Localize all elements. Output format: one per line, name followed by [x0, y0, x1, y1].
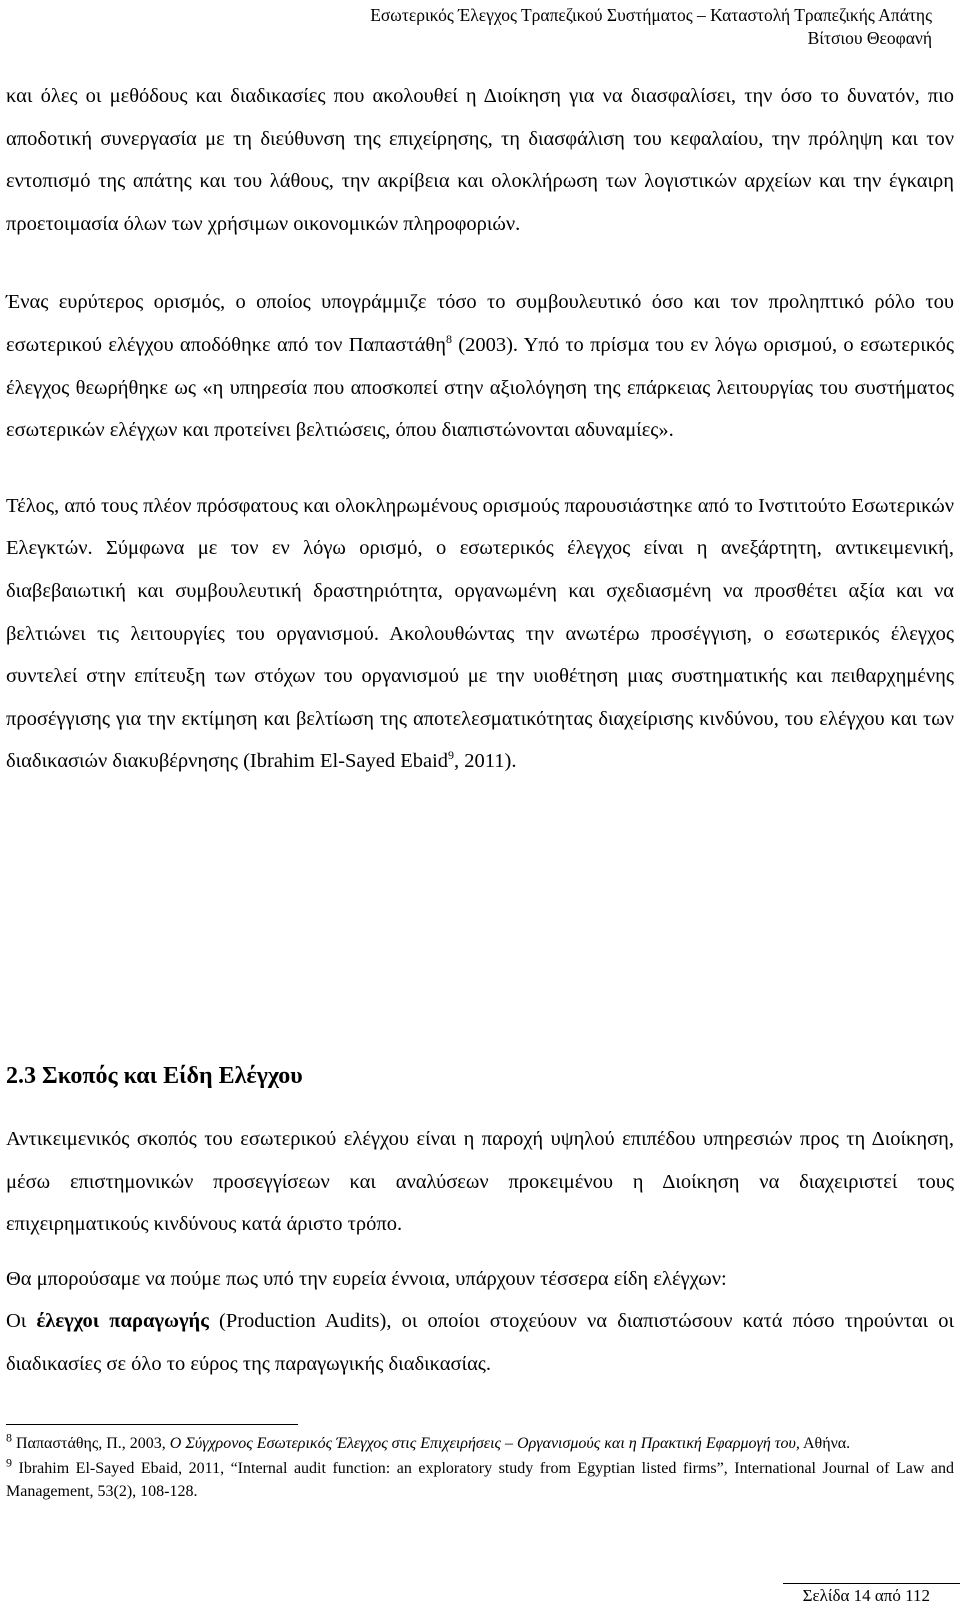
- bold-term: έλεγχοι παραγωγής: [36, 1310, 209, 1333]
- paragraph-text: (2003). Υπό το πρίσμα του εν λόγω ορισμού, ο εσωτερικός έλεγχος θεωρήθηκε ως «η υπηρεσία που αποσκοπεί στην αξιολόγηση της επάρκειας λειτουργίας του συστήματος εσωτερικών ελέγχων και προτείνει βελτιώσεις, όπου διαπιστώνονται αδυναμίες».: [6, 333, 954, 442]
- footnote-9: [6, 1457, 954, 1503]
- page-number-text: Σελίδα 14 από 112: [802, 1586, 930, 1605]
- paragraph: [6, 1300, 954, 1385]
- footnote-text: Αθήνα.: [799, 1435, 851, 1452]
- footnote-text: Ibrahim El-Sayed Ebaid, 2011, “Internal audit function: an exploratory study from Egyptian listed firms”, International Journal of Law and Management, 53(2), 108-128.: [6, 1460, 954, 1500]
- paragraph-text: , 2011).: [454, 750, 517, 773]
- footnotes: [6, 1432, 954, 1505]
- section-heading: 2.3 Σκοπός και Είδη Ελέγχου: [6, 1063, 303, 1089]
- paragraph: [6, 281, 954, 451]
- header-author: Βίτσιου Θεοφανή: [807, 28, 932, 48]
- paragraph: Θα μπορούσαμε να πούμε πως υπό την ευρεία έννοια, υπάρχουν τέσσερα είδη ελέγχων:: [6, 1267, 727, 1290]
- page-number: [803, 1586, 930, 1606]
- footer-rule: [783, 1583, 960, 1584]
- footnote-text: Παπαστάθης, Π., 2003,: [12, 1435, 170, 1452]
- body-text: [6, 75, 954, 783]
- paragraph: Αντικειμενικός σκοπός του εσωτερικού ελέγχου είναι η παροχή υψηλού επιπέδου υπηρεσιών προς τη Διοίκηση, μέσω επιστημονικών προσεγγίσεων και αναλύσεων προκειμένου η Διοίκηση να διαχειριστεί τους επιχειρηματικούς κινδύνους κατά άριστο τρόπο.: [6, 1128, 954, 1236]
- paragraph-text: Ένας ευρύτερος ορισμός, ο οποίος υπογράμμιζε τόσο το συμβουλευτικό όσο και τον προληπτικό ρόλο του εσωτερικού ελέγχου αποδόθηκε από τον Παπαστάθη: [6, 291, 954, 356]
- paragraph-text: Οι: [6, 1310, 37, 1333]
- footnote-ref: 8: [445, 332, 452, 347]
- footnote-title: Ο Σύγχρονος Εσωτερικός Έλεγχος στις Επιχειρήσεις – Οργανισμούς και η Πρακτική Εφαρμογή του,: [169, 1435, 800, 1452]
- paragraph: [6, 485, 954, 783]
- paragraph-text: (Production Audits), οι οποίοι στοχεύουν να διαπιστώσουν κατά πόσο τηρούνται οι διαδικασίες σε όλο το εύρος της παραγωγικής διαδικασίας.: [6, 1310, 954, 1375]
- footnote-8: [6, 1432, 954, 1455]
- section-body: [6, 1118, 954, 1386]
- footnote-number: 9: [6, 1455, 12, 1470]
- paragraph-text: Τέλος, από τους πλέον πρόσφατους και ολοκληρωμένους ορισμούς παρουσιάστηκε από το Ινστιτούτο Εσωτερικών Ελεγκτών. Σύμφωνα με τον εν λόγω ορισμό, ο εσωτερικός έλεγχος είναι η ανεξάρτητη, αντικειμενική, διαβεβαιωτική και συμβουλευτική δραστηριότητα, οργανωμένη και σχεδιασμένη να προσθέτει αξία και να βελτιώνει τις λειτουργίες του οργανισμού. Ακολουθώντας την ανωτέρω προσέγγιση, ο εσωτερικός έλεγχος συντελεί στην επίτευξη των στόχων του οργανισμού με την υιοθέτηση μιας συστηματικής και πειθαρχημένης προσέγγισης για την εκτίμηση και βελτίωση της αποτελεσματικότητας διαχείρισης κινδύνου, του ελέγχου και των διαδικασιών διακυβέρνησης (Ibrahim El-Sayed Ebaid: [6, 494, 954, 773]
- footnote-separator: [6, 1424, 298, 1425]
- footnote-number: 8: [6, 1430, 12, 1445]
- footnote-ref: 9: [448, 748, 455, 763]
- header-title: Εσωτερικός Έλεγχος Τραπεζικού Συστήματος – Καταστολή Τραπεζικής Απάτης: [370, 5, 932, 25]
- paragraph: και όλες οι μεθόδους και διαδικασίες που ακολουθεί η Διοίκηση για να διασφαλίσει, την όσο το δυνατόν, πιο αποδοτική συνεργασία με τη διεύθυνση της επιχείρησης, τη διασφάλιση του κεφαλαίου, την πρόληψη και τον εντοπισμό της απάτης και του λάθους, την ακρίβεια και ολοκλήρωση των λογιστικών αρχείων και την έγκαιρη προετοιμασία όλων των χρήσιμων οικονομικών πληροφοριών.: [6, 85, 954, 235]
- running-header: [370, 4, 932, 50]
